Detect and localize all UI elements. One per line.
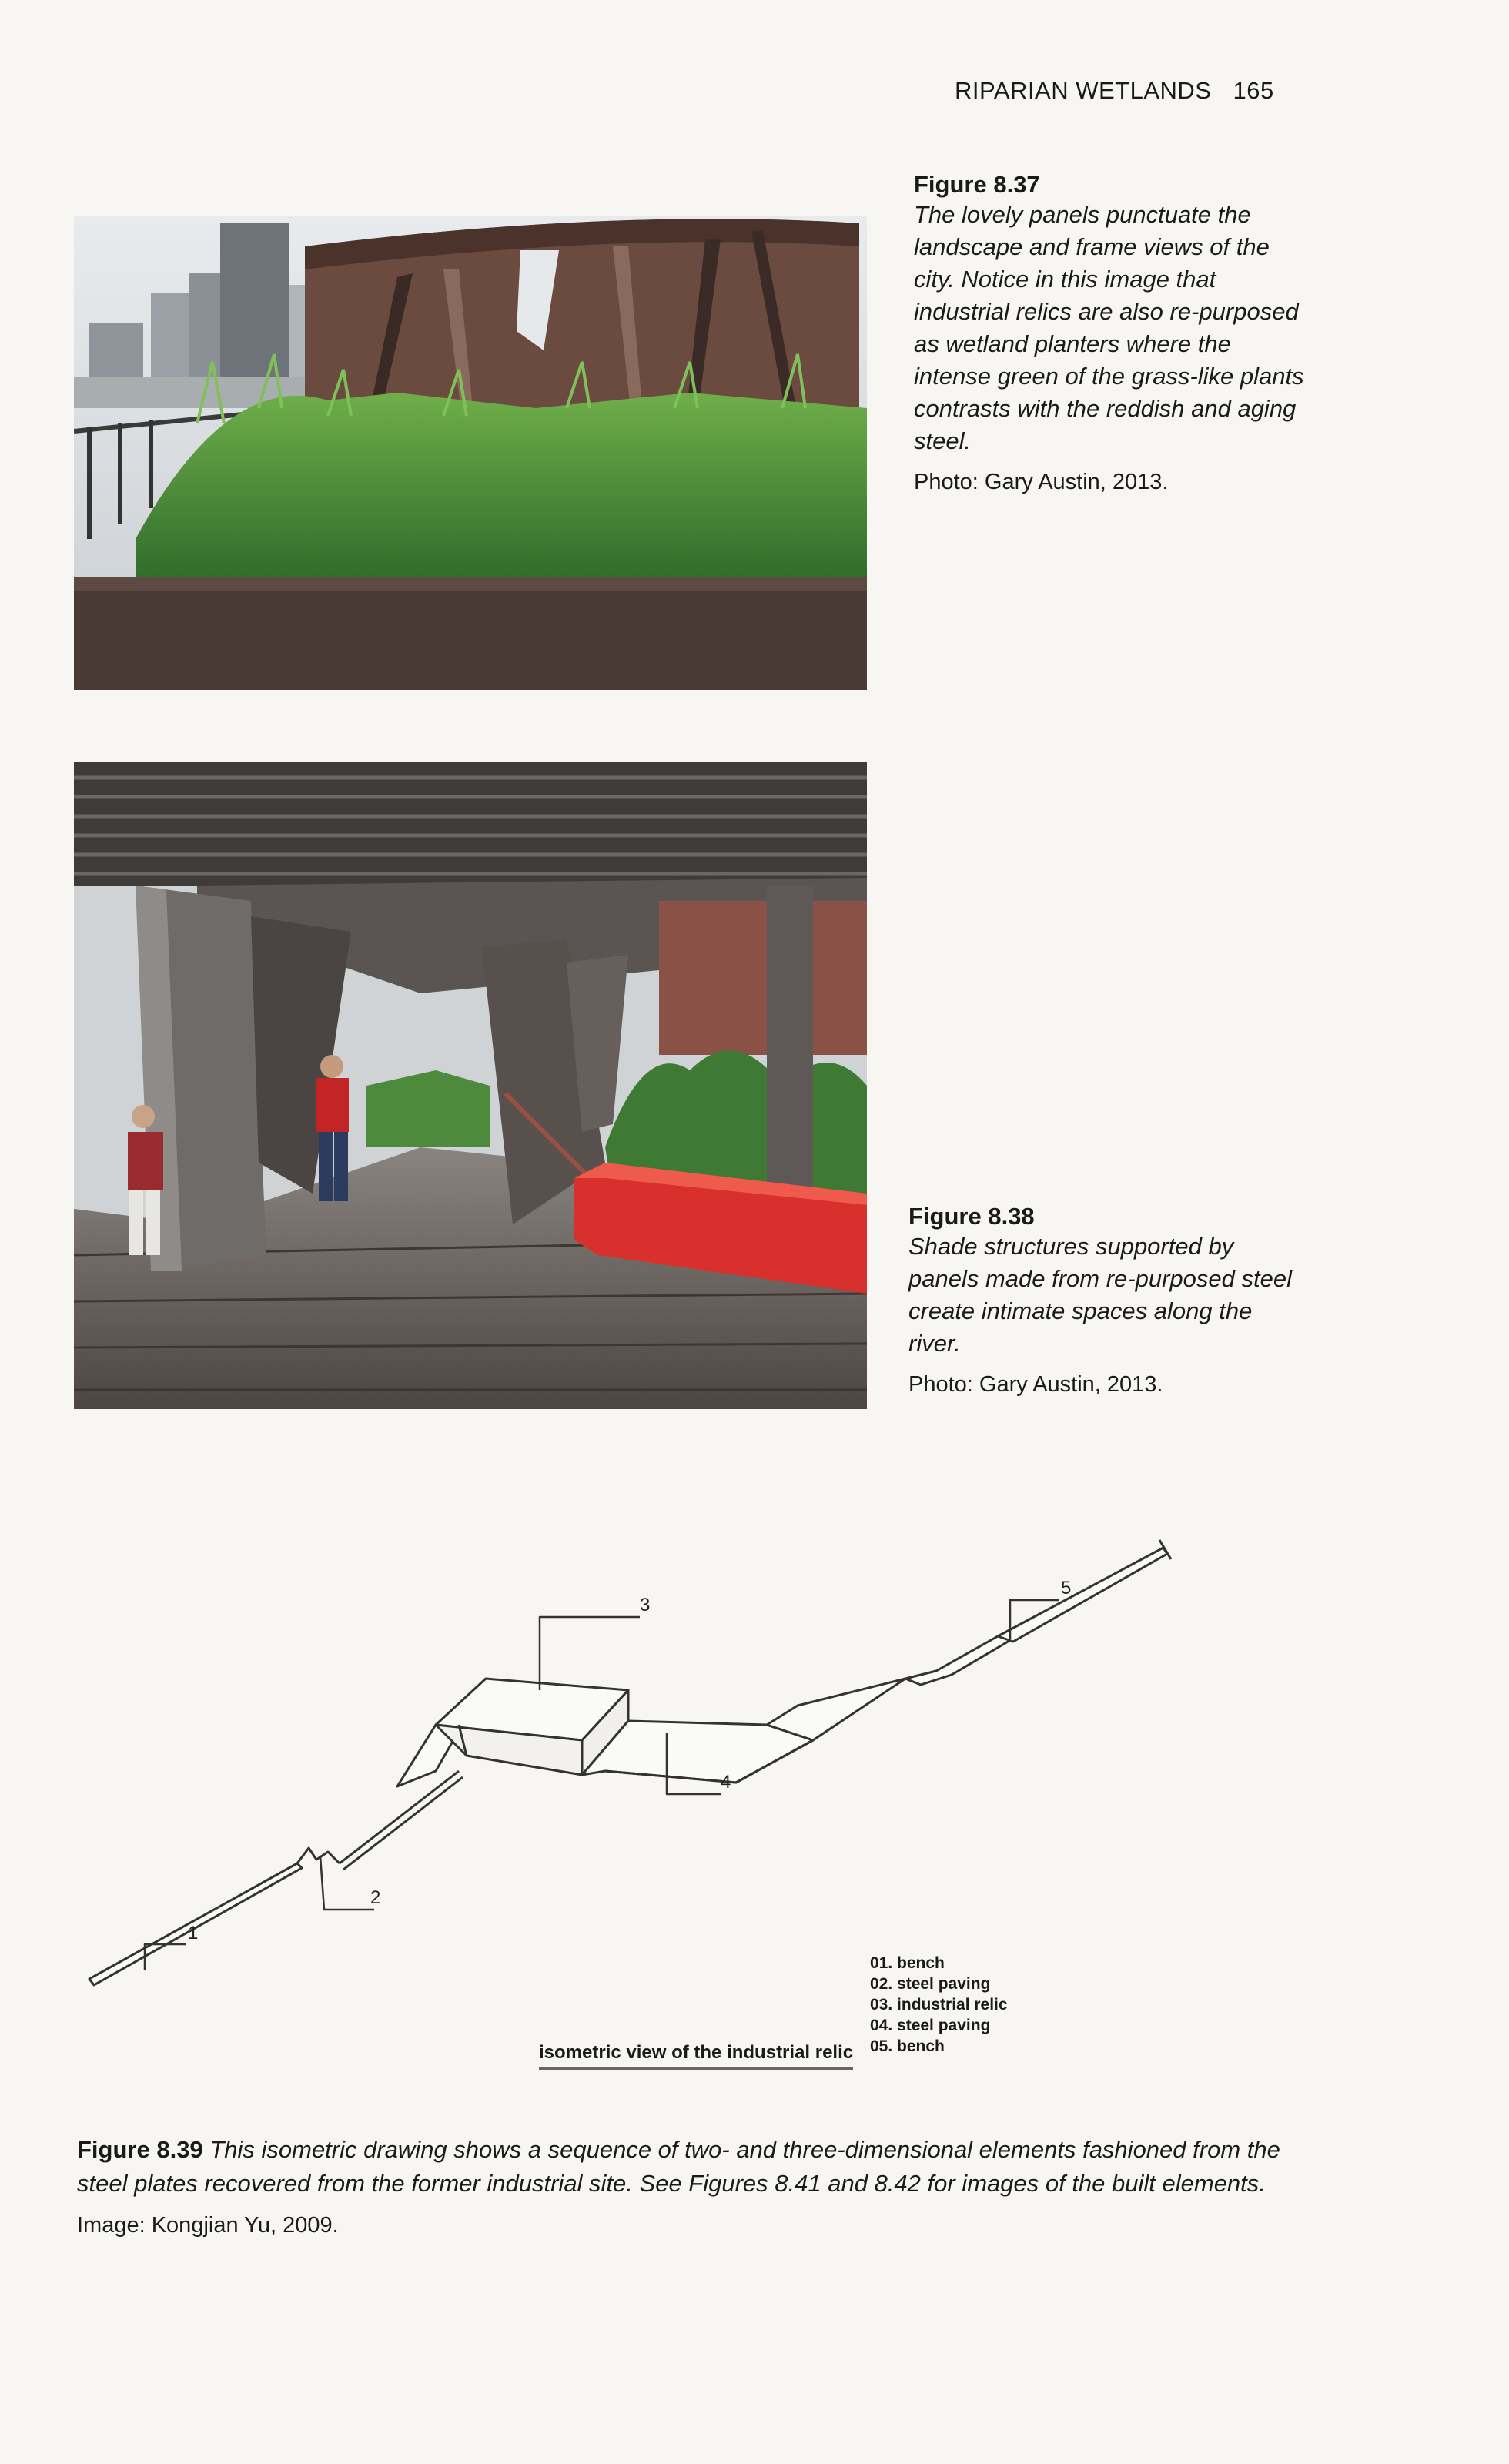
running-head-title: RIPARIAN WETLANDS — [955, 77, 1212, 104]
figure-8-38-caption-block — [908, 1203, 1309, 1398]
legend-item: 04. steel paving — [870, 2017, 991, 2034]
figure-8-37-caption-block — [914, 171, 1314, 495]
figure-8-38-credit: Photo: Gary Austin, 2013. — [908, 1372, 1163, 1397]
figure-8-37-credit: Photo: Gary Austin, 2013. — [914, 470, 1169, 494]
figure-8-37-photo — [74, 216, 867, 690]
figure-8-39-label: Figure 8.39 — [77, 2136, 203, 2163]
page-number: 165 — [1233, 77, 1274, 104]
figure-8-37-caption: The lovely panels punctuate the landscape and frame views of the city. Notice in this image that industrial relics are also re-purposed as wetland planters where the intense green of the grass-like plants contrasts with the reddish and aging steel. — [914, 201, 1304, 454]
callout-1: 1 — [188, 1923, 199, 1943]
running-head — [955, 77, 1274, 105]
drawing-legend — [870, 1953, 1008, 2057]
figure-8-38-caption: Shade structures supported by panels made from re-purposed steel create intimate spaces along the river. — [908, 1233, 1292, 1357]
figure-8-38-label: Figure 8.38 — [908, 1203, 1035, 1230]
legend-item: 03. industrial relic — [870, 1996, 1008, 2014]
figure-8-39-caption-block — [77, 2133, 1324, 2238]
callout-2: 2 — [370, 1887, 381, 1908]
figure-8-39-credit: Image: Kongjian Yu, 2009. — [77, 2213, 339, 2238]
legend-item: 05. bench — [870, 2037, 945, 2055]
figure-8-39-drawing — [74, 1509, 1206, 2094]
figure-8-37-label: Figure 8.37 — [914, 171, 1040, 198]
drawing-title: isometric view of the industrial relic — [539, 2042, 853, 2070]
callout-3: 3 — [640, 1595, 651, 1615]
legend-item: 02. steel paving — [870, 1975, 991, 1993]
legend-item: 01. bench — [870, 1954, 945, 1972]
figure-8-39-caption: This isometric drawing shows a sequence of two- and three-dimensional elements fashioned from the steel plates recovered from the former industrial site. See Figures 8.41 and 8.42 for images of the built elements. — [77, 2136, 1280, 2197]
callout-4: 4 — [721, 1772, 731, 1793]
callout-5: 5 — [1061, 1578, 1072, 1599]
figure-8-38-photo — [74, 762, 867, 1409]
figure-8-39-caption-line — [77, 2133, 1324, 2201]
